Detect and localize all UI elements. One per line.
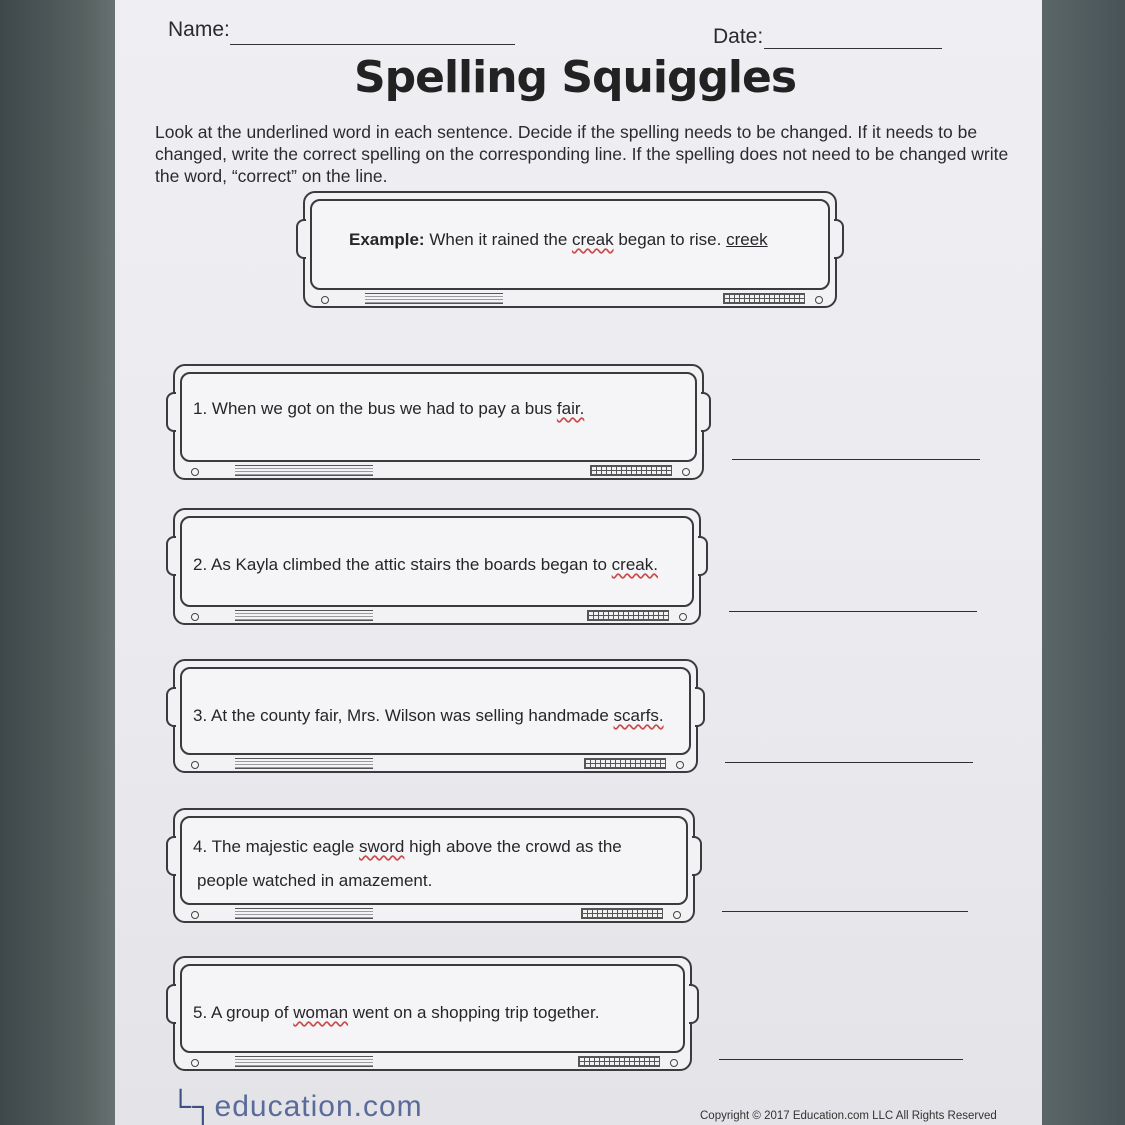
logo-mark-icon: └┐: [170, 1090, 215, 1123]
question-text-before: A group of: [210, 1003, 289, 1022]
box-dot-decoration: [682, 468, 690, 476]
example-text-before: When it rained the: [429, 230, 568, 249]
example-sentence: [349, 223, 768, 257]
logo-text: education.com: [214, 1090, 423, 1123]
box-strip-decoration: [235, 758, 373, 769]
example-underlined-word: creak: [572, 230, 614, 249]
box-dot-decoration: [670, 1059, 678, 1067]
box-grid-decoration: [590, 465, 672, 476]
box-side-tab: [692, 836, 702, 876]
question-text-before: At the county fair, Mrs. Wilson was selling handmade: [210, 706, 609, 725]
box-dot-decoration: [321, 296, 329, 304]
question-box-2: [173, 508, 701, 625]
box-dot-decoration: [676, 761, 684, 769]
box-grid-decoration: [584, 758, 666, 769]
instructions-text: Look at the underlined word in each sentence. Decide if the spelling needs to be changed. If it needs to be changed, write the correct spelling on the corresponding line. If the spelling does not need to be changed write the word, “correct” on the line.: [155, 122, 1009, 186]
example-label: Example:: [349, 230, 425, 249]
worksheet: [115, 0, 1042, 1125]
box-dot-decoration: [191, 1059, 199, 1067]
question-sentence-4: [193, 830, 622, 898]
box-dot-decoration: [673, 911, 681, 919]
answer-line-4[interactable]: [722, 911, 968, 912]
box-strip-decoration: [365, 293, 503, 304]
question-number: 1.: [193, 399, 208, 418]
question-box-5: [173, 956, 692, 1071]
monitor-bezel-left: [0, 0, 118, 1125]
question-box-1: [173, 364, 704, 480]
underlined-word: creak.: [611, 555, 658, 574]
answer-line-1[interactable]: [732, 459, 980, 460]
question-number: 4.: [193, 837, 208, 856]
box-side-tab: [166, 984, 176, 1024]
question-sentence-3: [193, 699, 664, 733]
name-field-line[interactable]: [230, 44, 515, 45]
question-text-before: As Kayla climbed the attic stairs the boards began to: [210, 555, 607, 574]
box-strip-decoration: [235, 908, 373, 919]
box-side-tab: [689, 984, 699, 1024]
box-side-tab: [166, 536, 176, 576]
page-title: Spelling Squiggles: [353, 52, 797, 103]
box-side-tab: [695, 687, 705, 727]
underlined-word: fair.: [556, 399, 585, 418]
question-number: 2.: [193, 555, 208, 574]
question-number: 3.: [193, 706, 208, 725]
question-box-3: [173, 659, 698, 773]
question-text-after: went on a shopping trip together.: [352, 1003, 600, 1022]
question-text-before: The majestic eagle: [211, 837, 355, 856]
date-label: Date:: [713, 25, 764, 48]
box-dot-decoration: [191, 468, 199, 476]
question-box-4: [173, 808, 695, 923]
education-logo: [170, 1090, 423, 1124]
example-box: [303, 191, 837, 308]
box-dot-decoration: [191, 761, 199, 769]
box-grid-decoration: [723, 293, 805, 304]
box-side-tab: [698, 536, 708, 576]
box-dot-decoration: [815, 296, 823, 304]
box-side-tab: [296, 219, 306, 259]
name-label: Name:: [168, 18, 230, 41]
box-grid-decoration: [578, 1056, 660, 1067]
box-dot-decoration: [679, 613, 687, 621]
question-sentence-1: [193, 392, 584, 426]
monitor-bezel-right: [1035, 0, 1125, 1125]
box-side-tab: [166, 836, 176, 876]
box-strip-decoration: [235, 610, 373, 621]
example-answer: creek: [726, 230, 768, 249]
question-text-after: high above the crowd as the: [409, 837, 622, 856]
question-sentence-2: [193, 548, 658, 582]
question-line-1: [193, 830, 622, 864]
example-text-after: began to rise.: [618, 230, 722, 249]
question-sentence-5: [193, 996, 599, 1030]
box-side-tab: [166, 392, 176, 432]
answer-line-3[interactable]: [725, 762, 973, 763]
box-strip-decoration: [235, 1056, 373, 1067]
date-field-line[interactable]: [764, 48, 942, 49]
box-side-tab: [166, 687, 176, 727]
answer-line-5[interactable]: [719, 1059, 963, 1060]
box-grid-decoration: [581, 908, 663, 919]
underlined-word: scarfs.: [613, 706, 664, 725]
copyright-text: Copyright © 2017 Education.com LLC All Rights Reserved: [700, 1110, 997, 1122]
underlined-word: sword: [359, 837, 405, 856]
question-line-2: people watched in amazement.: [197, 871, 433, 890]
box-grid-decoration: [587, 610, 669, 621]
box-side-tab: [834, 219, 844, 259]
question-number: 5.: [193, 1003, 208, 1022]
answer-line-2[interactable]: [729, 611, 977, 612]
underlined-word: woman: [293, 1003, 349, 1022]
box-strip-decoration: [235, 465, 373, 476]
box-side-tab: [701, 392, 711, 432]
box-dot-decoration: [191, 911, 199, 919]
question-text-before: When we got on the bus we had to pay a bus: [211, 399, 553, 418]
box-dot-decoration: [191, 613, 199, 621]
